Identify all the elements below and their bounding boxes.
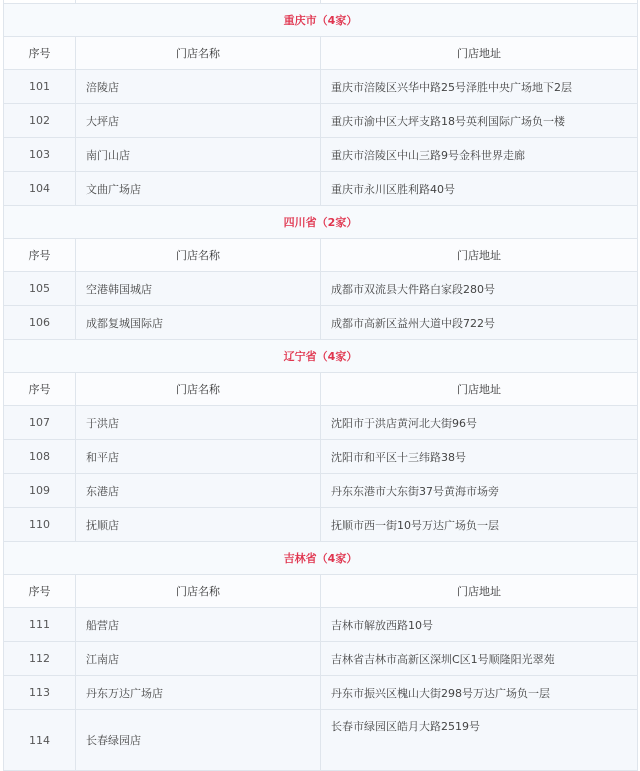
store-number: 113 (4, 676, 76, 710)
table-row (4, 676, 638, 710)
column-header-address: 门店地址 (321, 37, 638, 70)
store-number: 103 (4, 138, 76, 172)
table-row (4, 710, 638, 771)
section-title: 四川省（2家） (4, 206, 638, 239)
section-header (4, 4, 638, 37)
table-row (4, 642, 638, 676)
section-header (4, 206, 638, 239)
store-name: 空港韩国城店 (76, 272, 321, 306)
column-header-name: 门店名称 (76, 239, 321, 272)
table-row (4, 306, 638, 340)
store-name: 抚顺店 (76, 508, 321, 542)
store-number: 108 (4, 440, 76, 474)
store-number: 107 (4, 406, 76, 440)
store-address: 成都市高新区益州大道中段722号 (321, 306, 638, 340)
store-number: 102 (4, 104, 76, 138)
store-name: 和平店 (76, 440, 321, 474)
store-address: 重庆市涪陵区中山三路9号金科世界走廊 (321, 138, 638, 172)
store-address: 沈阳市于洪店黄河北大街96号 (321, 406, 638, 440)
table-row (4, 172, 638, 206)
store-address: 重庆市涪陵区兴华中路25号泽胜中央广场地下2层 (321, 70, 638, 104)
column-header-row (4, 37, 638, 70)
store-name: 成都复城国际店 (76, 306, 321, 340)
column-header-name: 门店名称 (76, 37, 321, 70)
column-header-address: 门店地址 (321, 239, 638, 272)
section-header (4, 542, 638, 575)
store-address: 吉林市解放西路10号 (321, 608, 638, 642)
section-header (4, 340, 638, 373)
section-title: 辽宁省（4家） (4, 340, 638, 373)
store-number: 105 (4, 272, 76, 306)
table-row (4, 608, 638, 642)
table-row (4, 474, 638, 508)
table-row (4, 104, 638, 138)
store-name: 丹东万达广场店 (76, 676, 321, 710)
store-number: 114 (4, 710, 76, 771)
column-header-no: 序号 (4, 575, 76, 608)
table-row (4, 70, 638, 104)
store-address: 沈阳市和平区十三纬路38号 (321, 440, 638, 474)
store-name: 江南店 (76, 642, 321, 676)
section-title: 重庆市（4家） (4, 4, 638, 37)
table-row (4, 440, 638, 474)
store-name: 东港店 (76, 474, 321, 508)
column-header-row (4, 575, 638, 608)
store-list-table (3, 0, 638, 771)
column-header-row (4, 373, 638, 406)
store-address: 长春市绿园区皓月大路2519号 (321, 710, 638, 771)
store-number: 110 (4, 508, 76, 542)
column-header-name: 门店名称 (76, 373, 321, 406)
column-header-name: 门店名称 (76, 575, 321, 608)
section-title: 吉林省（4家） (4, 542, 638, 575)
column-header-row (4, 239, 638, 272)
column-header-no: 序号 (4, 373, 76, 406)
store-address: 抚顺市西一街10号万达广场负一层 (321, 508, 638, 542)
store-number: 101 (4, 70, 76, 104)
column-header-address: 门店地址 (321, 575, 638, 608)
table-row (4, 406, 638, 440)
store-name: 南门山店 (76, 138, 321, 172)
store-number: 106 (4, 306, 76, 340)
store-name: 船营店 (76, 608, 321, 642)
store-number: 111 (4, 608, 76, 642)
column-header-no: 序号 (4, 37, 76, 70)
column-header-address: 门店地址 (321, 373, 638, 406)
table-row (4, 138, 638, 172)
store-number: 112 (4, 642, 76, 676)
column-header-no: 序号 (4, 239, 76, 272)
store-address: 吉林省吉林市高新区深圳C区1号顺隆阳光翠苑 (321, 642, 638, 676)
store-name: 涪陵店 (76, 70, 321, 104)
store-number: 104 (4, 172, 76, 206)
table-row (4, 272, 638, 306)
store-address: 重庆市渝中区大坪支路18号英利国际广场负一楼 (321, 104, 638, 138)
store-number: 109 (4, 474, 76, 508)
store-name: 文曲广场店 (76, 172, 321, 206)
store-address: 重庆市永川区胜利路40号 (321, 172, 638, 206)
store-address: 丹东东港市大东街37号黄海市场旁 (321, 474, 638, 508)
table-row (4, 508, 638, 542)
store-name: 长春绿园店 (76, 710, 321, 771)
store-address: 成都市双流县大件路白家段280号 (321, 272, 638, 306)
store-name: 大坪店 (76, 104, 321, 138)
store-address: 丹东市振兴区槐山大街298号万达广场负一层 (321, 676, 638, 710)
store-name: 于洪店 (76, 406, 321, 440)
